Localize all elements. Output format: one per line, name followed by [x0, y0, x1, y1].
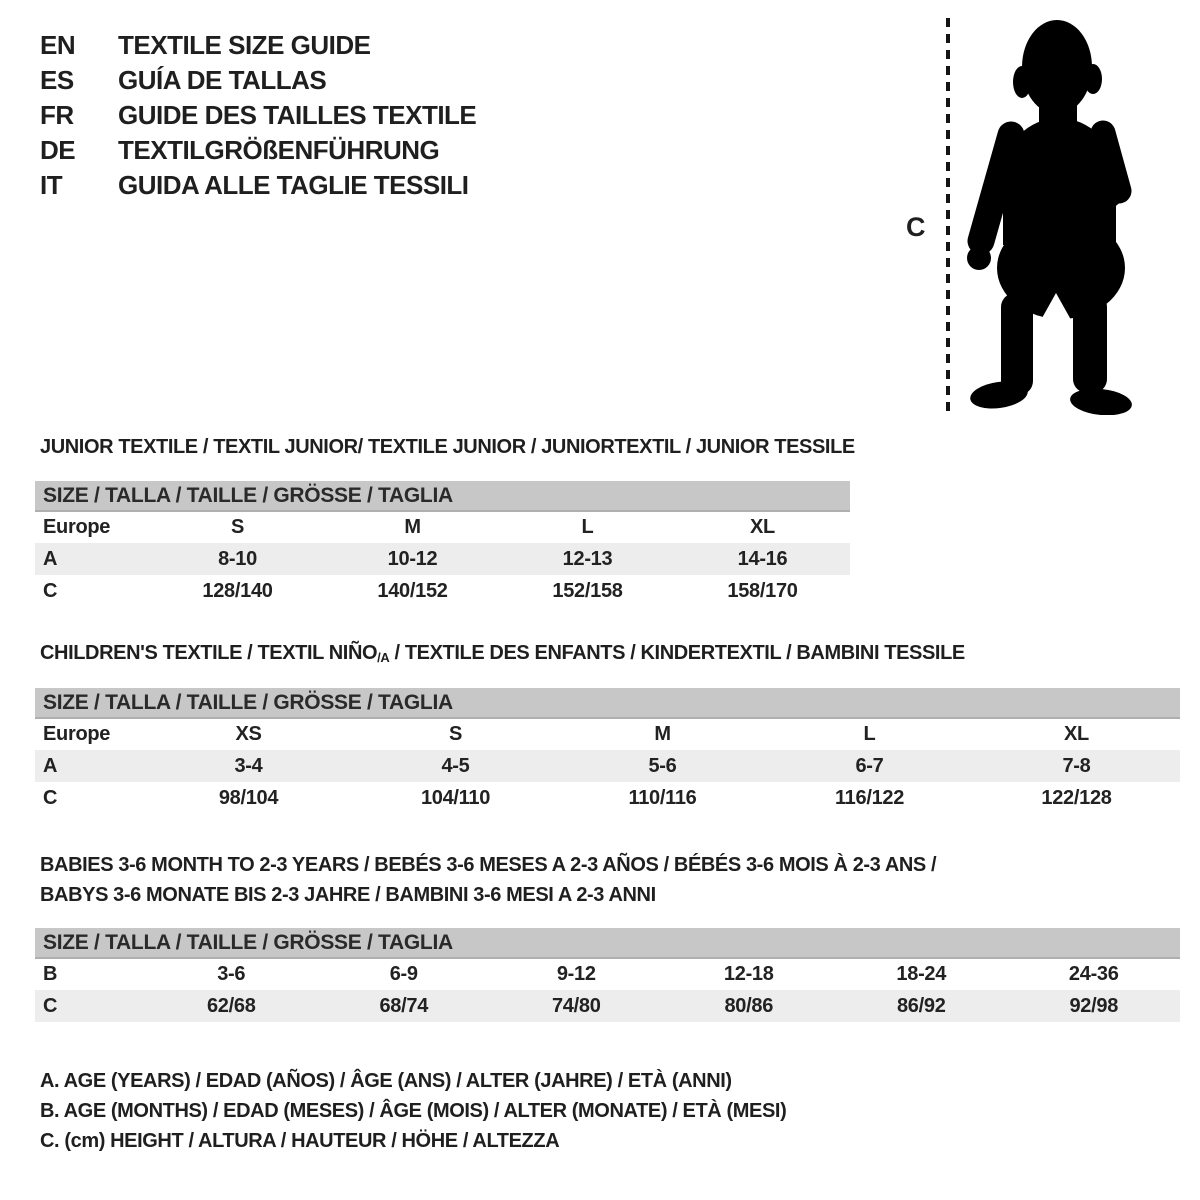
- junior-size-table: [35, 481, 850, 607]
- baby-silhouette-image: [945, 15, 1145, 415]
- lang-code-en: EN: [40, 30, 76, 60]
- cell-value: 74/80: [490, 990, 663, 1022]
- cell-value: 128/140: [202, 579, 273, 602]
- lang-row-en: [40, 28, 476, 63]
- lang-row-de: [40, 133, 476, 168]
- cell-value: 98/104: [218, 786, 279, 809]
- column-size-m: M: [404, 516, 421, 538]
- children-size-header-bar: [35, 688, 1180, 718]
- children-title-part2: / TEXTILE DES ENFANTS / KINDERTEXTIL / BAMBINI TESSILE: [389, 642, 965, 664]
- size-header-label: SIZE / TALLA / TAILLE / GRÖSSE / TAGLIA: [35, 481, 850, 511]
- column-size-s: S: [230, 516, 245, 538]
- cell-value: 62/68: [145, 990, 318, 1022]
- cell-value: 86/92: [835, 990, 1008, 1022]
- babies-size-header-bar: [35, 928, 1180, 958]
- cell-value: 3-4: [145, 750, 352, 782]
- legend-item-b: B. AGE (MONTHS) / EDAD (MESES) / ÂGE (MOIS) / ALTER (MONATE) / ETÀ (MESI): [40, 1099, 787, 1122]
- babies-title-line1: BABIES 3-6 MONTH TO 2-3 YEARS / BEBÉS 3-6 MESES A 2-3 AÑOS / BÉBÉS 3-6 MOIS À 2-3 ANS /: [40, 854, 937, 876]
- cell-value: 104/110: [420, 786, 491, 809]
- cell-value: 92/98: [1008, 990, 1181, 1022]
- column-size-xl: XL: [750, 516, 775, 538]
- cell-value: 9-12: [556, 963, 596, 985]
- height-measure-label: C: [906, 212, 926, 242]
- lang-code-it: IT: [40, 170, 63, 200]
- lang-code-de: DE: [40, 135, 76, 165]
- region-label: Europe: [43, 723, 111, 745]
- cell-value: 6-9: [389, 963, 418, 985]
- column-size-l: L: [863, 723, 876, 745]
- cell-value: 14-16: [675, 543, 850, 575]
- measurement-legend: [40, 1066, 786, 1156]
- row-label-c: C: [35, 990, 145, 1022]
- cell-value: 4-5: [352, 750, 559, 782]
- cell-value: 158/170: [727, 579, 798, 602]
- cell-value: 12-13: [500, 543, 675, 575]
- cell-value: 24-36: [1068, 963, 1119, 985]
- cell-value: 68/74: [318, 990, 491, 1022]
- children-size-table: [35, 688, 1180, 814]
- children-title-part1: CHILDREN'S TEXTILE / TEXTIL NIÑO: [40, 642, 378, 664]
- lang-title-it: GUIDA ALLE TAGLIE TESSILI: [118, 170, 469, 200]
- children-columns-row: [35, 718, 1180, 750]
- size-header-label: SIZE / TALLA / TAILLE / GRÖSSE / TAGLIA: [35, 928, 1180, 958]
- cell-value: 10-12: [325, 543, 500, 575]
- column-size-s: S: [448, 723, 463, 745]
- column-size-xs: XS: [235, 723, 262, 745]
- babies-row-c: [35, 990, 1180, 1022]
- cell-value: 8-10: [150, 543, 325, 575]
- baby-figure: [890, 0, 1200, 430]
- lang-title-fr: GUIDE DES TAILLES TEXTILE: [118, 100, 477, 130]
- lang-title-es: GUÍA DE TALLAS: [118, 65, 327, 95]
- cell-value: 6-7: [766, 750, 973, 782]
- row-label-a: A: [35, 543, 150, 575]
- cell-value: 7-8: [973, 750, 1180, 782]
- children-title-sub: /A: [377, 650, 390, 665]
- lang-row-fr: [40, 98, 476, 133]
- cell-value: 116/122: [834, 786, 905, 809]
- lang-title-de: TEXTILGRÖßENFÜHRUNG: [118, 135, 440, 165]
- cell-value: 5-6: [559, 750, 766, 782]
- junior-size-header-bar: [35, 481, 850, 511]
- row-label-c: C: [43, 786, 58, 809]
- cell-value: 152/158: [552, 579, 623, 602]
- region-label: Europe: [43, 516, 111, 538]
- cell-value: 3-6: [217, 963, 246, 985]
- lang-title-en: TEXTILE SIZE GUIDE: [118, 30, 371, 60]
- junior-row-c: [35, 575, 850, 607]
- children-row-a: [35, 750, 1180, 782]
- size-header-label: SIZE / TALLA / TAILLE / GRÖSSE / TAGLIA: [35, 688, 1180, 718]
- lang-code-es: ES: [40, 65, 74, 95]
- children-row-c: [35, 782, 1180, 814]
- column-size-xl: XL: [1064, 723, 1089, 745]
- junior-section-title: JUNIOR TEXTILE / TEXTIL JUNIOR/ TEXTILE JUNIOR / JUNIORTEXTIL / JUNIOR TESSILE: [40, 436, 855, 458]
- legend-item-a: A. AGE (YEARS) / EDAD (AÑOS) / ÂGE (ANS) / ALTER (JAHRE) / ETÀ (ANNI): [40, 1069, 732, 1092]
- babies-section-title: [40, 850, 936, 910]
- lang-code-fr: FR: [40, 100, 74, 130]
- row-label-c: C: [43, 579, 58, 602]
- row-label-a: A: [35, 750, 145, 782]
- cell-value: 18-24: [896, 963, 947, 985]
- children-section-title: [40, 642, 965, 665]
- junior-row-a: [35, 543, 850, 575]
- cell-value: 122/128: [1041, 786, 1112, 809]
- junior-columns-row: [35, 511, 850, 543]
- row-label-b: B: [43, 963, 58, 985]
- cell-value: 80/86: [663, 990, 836, 1022]
- cell-value: 110/116: [628, 786, 697, 809]
- lang-row-it: [40, 168, 476, 203]
- babies-row-b: [35, 958, 1180, 990]
- lang-row-es: [40, 63, 476, 98]
- cell-value: 140/152: [377, 579, 448, 602]
- column-size-m: M: [654, 723, 671, 745]
- cell-value: 12-18: [723, 963, 774, 985]
- column-size-l: L: [581, 516, 594, 538]
- language-header: [40, 28, 476, 203]
- legend-item-c: C. (cm) HEIGHT / ALTURA / HAUTEUR / HÖHE / ALTEZZA: [40, 1129, 560, 1152]
- babies-title-line2: BABYS 3-6 MONATE BIS 2-3 JAHRE / BAMBINI 3-6 MESI A 2-3 ANNI: [40, 884, 656, 906]
- babies-size-table: [35, 928, 1180, 1022]
